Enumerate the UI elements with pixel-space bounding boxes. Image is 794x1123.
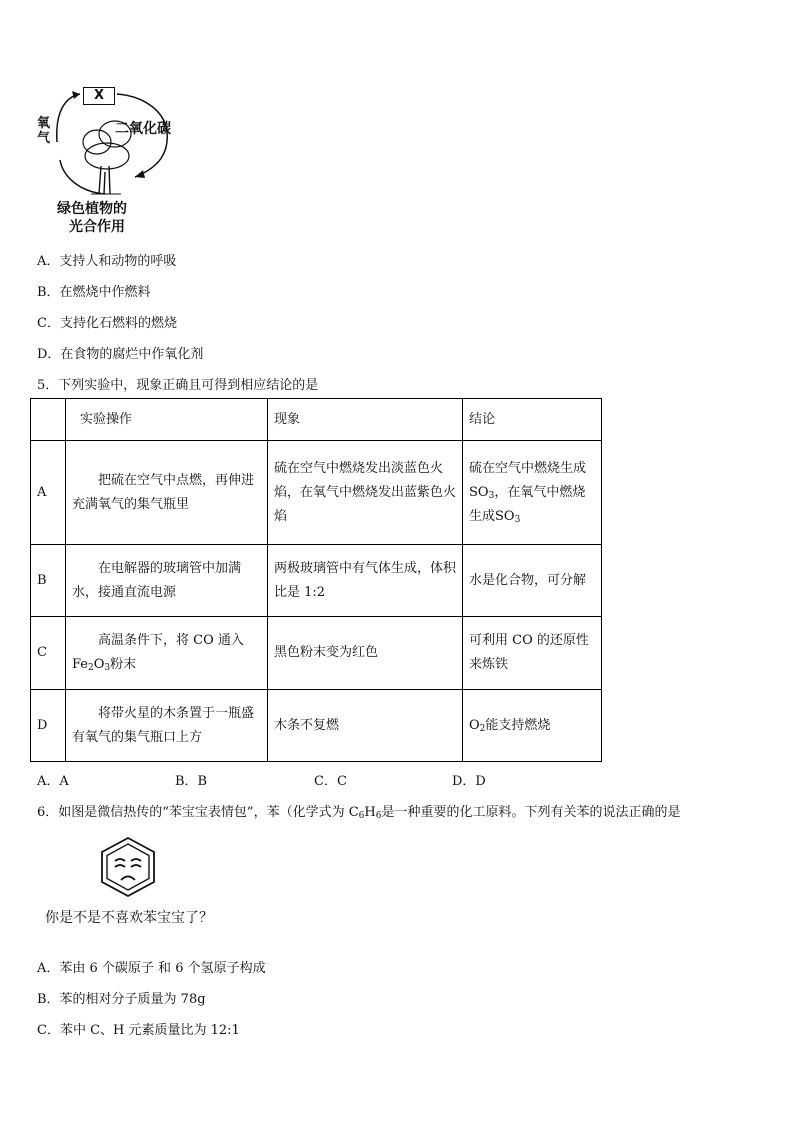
table-row (31, 690, 602, 762)
oxygen-label: 氧气 (37, 116, 51, 146)
caption-line2: 光合作用 (69, 219, 125, 235)
q4-option-c: C．支持化石燃料的燃烧 (37, 316, 177, 331)
conclusion-cell: 可利用 CO 的还原性来炼铁 (463, 617, 602, 690)
q5-stem: 5．下列实验中，现象正确且可得到相应结论的是 (37, 378, 319, 393)
row-label: C (31, 617, 66, 690)
row-label: D (31, 690, 66, 762)
caption-line1: 绿色植物的 (57, 201, 127, 217)
q5-option-a: A．A (37, 774, 69, 789)
q6-option-a: A．苯由 6 个碳原子 和 6 个氢原子构成 (37, 961, 266, 976)
phenomenon-cell: 硫在空气中燃烧发出淡蓝色火焰，在氧气中燃烧发出蓝紫色火焰 (268, 441, 463, 545)
co2-label: 二氧化碳 (115, 121, 171, 137)
q4-option-b: B．在燃烧中作燃料 (37, 285, 151, 300)
table-row (31, 617, 602, 690)
conclusion-cell: 水是化合物，可分解 (463, 545, 602, 617)
q5-option-c: C．C (314, 774, 347, 789)
operation-cell: 在电解器的玻璃管中加满水，接通直流电源 (66, 545, 268, 617)
q5-option-d: D．D (452, 774, 486, 789)
operation-cell: 将带火星的木条置于一瓶盛有氧气的集气瓶口上方 (66, 690, 268, 762)
phenomenon-cell: 黑色粉末变为红色 (268, 617, 463, 690)
header-cell-conclusion: 结论 (463, 399, 602, 441)
operation-cell: 高温条件下，将 CO 通入$Fe_2O_3$粉末 (66, 617, 268, 690)
q4-option-a: A．支持人和动物的呼吸 (37, 254, 177, 269)
box-x-label: X (83, 87, 115, 105)
header-cell-phenomenon: 现象 (268, 399, 463, 441)
conclusion-cell: 硫在空气中燃烧生成$SO_3$，在氧气中燃烧生成$SO_3$ (463, 441, 602, 545)
q6-option-c: C．苯中 C、H 元素质量比为 12:1 (37, 1023, 240, 1038)
table-header-row (31, 399, 602, 441)
q4-option-d: D．在食物的腐烂中作氧化剂 (37, 347, 204, 362)
phenomenon-cell: 木条不复燃 (268, 690, 463, 762)
header-cell-empty (31, 399, 66, 441)
benzene-face-icon (98, 835, 158, 899)
row-label: A (31, 441, 66, 545)
table-row (31, 441, 602, 545)
operation-cell: 把硫在空气中点燃，再伸进充满氧气的集气瓶里 (66, 441, 268, 545)
q5-option-b: B．B (175, 774, 208, 789)
header-cell-operation: 实验操作 (66, 399, 268, 441)
q6-stem: 6．如图是微信热传的“苯宝宝表情包”，苯（化学式为 $C_6H_6$是一种重要的化工原料。下列有关苯的说法正确的是 (37, 805, 681, 821)
table-row (31, 545, 602, 617)
experiment-table (30, 398, 602, 762)
phenomenon-cell: 两极玻璃管中有气体生成，体积比是 1:2 (268, 545, 463, 617)
q6-option-b: B．苯的相对分子质量为 78g (37, 992, 206, 1007)
row-label: B (31, 545, 66, 617)
photosynthesis-diagram (35, 82, 195, 237)
q6-image-caption: 你是不是不喜欢苯宝宝了？ (45, 910, 213, 926)
conclusion-cell: $O_2$能支持燃烧 (463, 690, 602, 762)
